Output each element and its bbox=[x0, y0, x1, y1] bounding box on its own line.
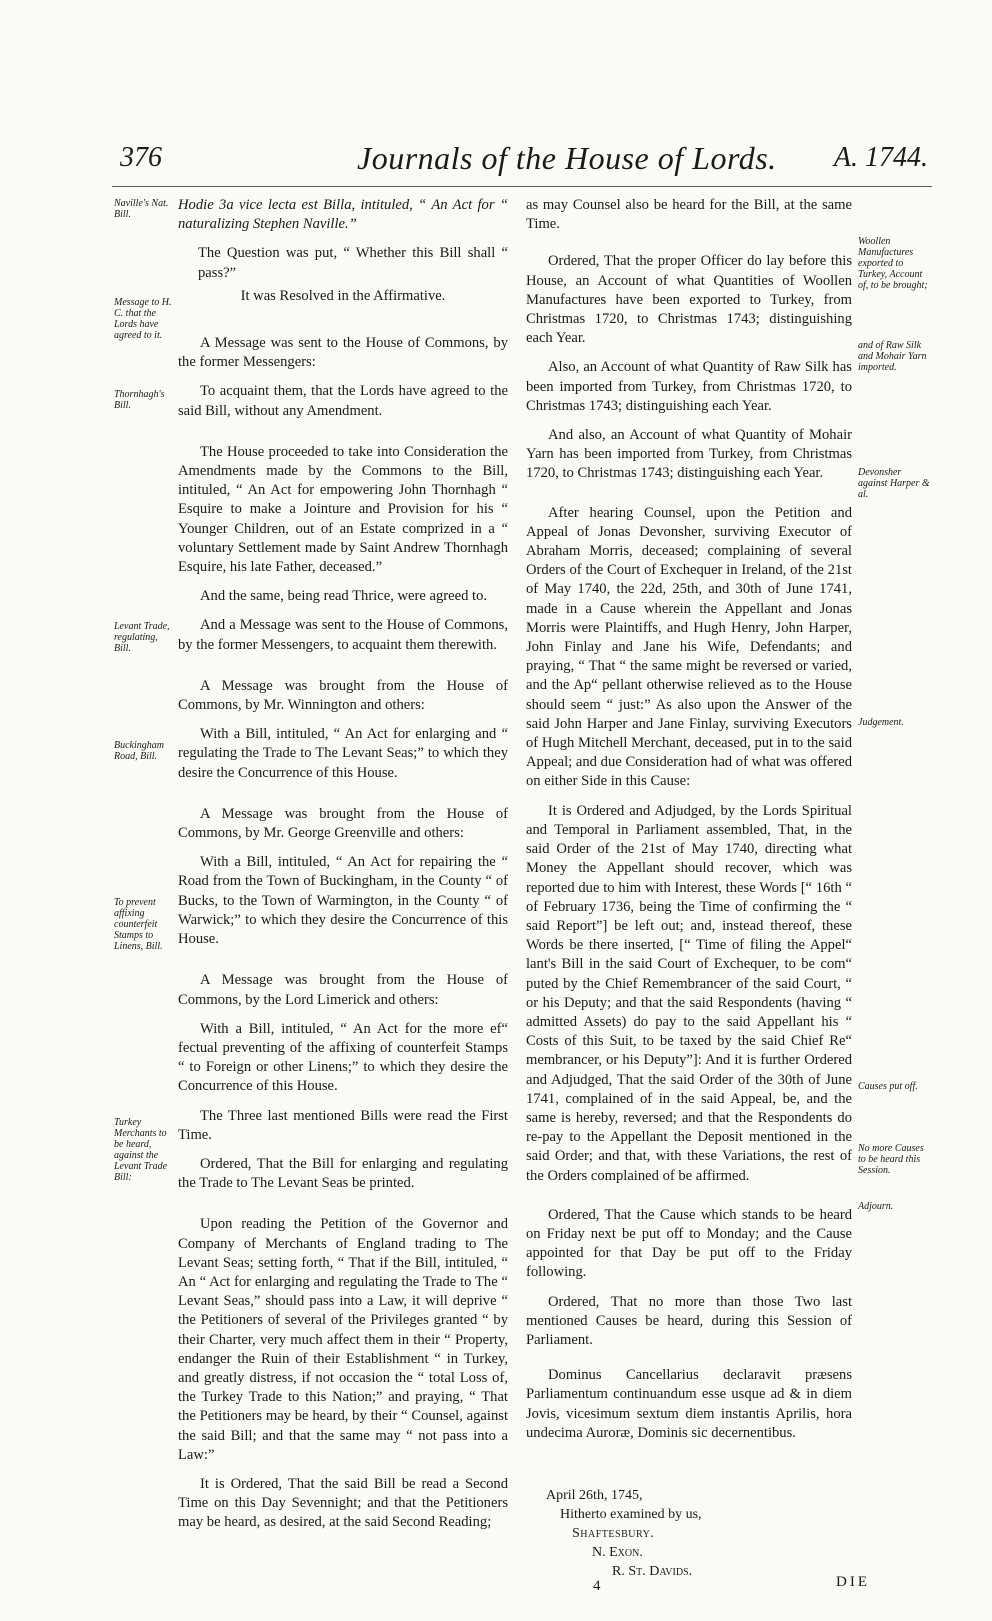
margin-note-right: No more Causes to be heard this Session. bbox=[858, 1143, 924, 1176]
paragraph: Hodie 3a vice lecta est Billa, intituled, “ An Act for “ naturalizing Stephen Naville.” bbox=[178, 197, 508, 233]
paragraph: Dominus Cancellarius declaravit præsens Parliamentum continuandum esse usque ad & in diem Jovis, vicesimum sextum diem instantis Aprilis, hora undecima Auroræ, Dominis sic decernentibus. bbox=[526, 1367, 852, 1441]
margin-note-right: Woollen Manufactures exported to Turkey, Account of, to be brought; bbox=[858, 236, 928, 291]
paragraph: With a Bill, intituled, “ An Act for repairing the “ Road from the Town of Buckingham, in the County “ of Bucks, to the Town of Warmington, in the County “ of Warwick;” to which they desire the Concurrence of this House. bbox=[178, 854, 508, 948]
paragraph: The House proceeded to take into Consideration the Amendments made by the Commons to the Bill, intituled, “ An Act for empowering John Thornhagh “ Esquire to make a Jointure and Provision for his “ Younger Children, out of an Estate comprized in a “ voluntary Settlement made by Saint Andrew Thornhagh Esquire, his late Father, deceased.” bbox=[178, 443, 508, 576]
paragraph: And the same, being read Thrice, were agreed to. bbox=[200, 588, 488, 605]
paragraph: as may Counsel also be heard for the Bill, at the same Time. bbox=[526, 197, 852, 233]
signature-mark: 4 bbox=[593, 1578, 601, 1594]
catchword: DIE bbox=[836, 1574, 870, 1590]
header-rule bbox=[112, 186, 932, 187]
signoff-block bbox=[546, 1486, 702, 1581]
paragraph: A Message was sent to the House of Commons, by the former Messengers: bbox=[178, 335, 508, 371]
margin-note-left: Message to H. C. that the Lords have agreed to it. bbox=[114, 297, 172, 341]
paragraph: With a Bill, intituled, “ An Act for the more ef“ fectual preventing of the affixing of counterfeit Stamps “ to Foreign or other Linens;” to which they desire the Concurrence of this House. bbox=[178, 1020, 508, 1095]
margin-note-left: Naville's Nat. Bill. bbox=[114, 198, 169, 220]
margin-note-right: Causes put off. bbox=[858, 1081, 918, 1092]
page-title: Journals of the House of Lords. bbox=[357, 140, 777, 176]
paragraph: A Message was brought from the House of Commons, by Mr. Winnington and others: bbox=[178, 677, 508, 714]
page-header bbox=[112, 136, 932, 186]
paragraph: Also, an Account of what Quantity of Raw Silk has been imported from Turkey, from Christmas 1720, to Christmas 1743; distinguishing each Year. bbox=[526, 359, 852, 414]
paragraph: A Message was brought from the House of Commons, by the Lord Limerick and others: bbox=[178, 972, 508, 1008]
paragraph: The Question was put, “ Whether this Bill shall “ pass?” bbox=[198, 245, 508, 281]
paragraph: It was Resolved in the Affirmative. bbox=[240, 287, 446, 304]
paragraph: And also, an Account of what Quantity of Mohair Yarn has been imported from Turkey, from Christmas 1720, to Christmas 1743; distinguishing each Year. bbox=[526, 427, 852, 482]
signoff-date: April 26th, 1745, bbox=[546, 1488, 643, 1503]
paragraph: Ordered, That the Bill for enlarging and regulating the Trade to The Levant Seas be printed. bbox=[178, 1155, 508, 1192]
page-number: 376 bbox=[120, 142, 162, 173]
signature: R. St. Davids. bbox=[612, 1564, 693, 1579]
signature: Shaftesbury. bbox=[572, 1526, 655, 1541]
margin-note-right: Devonsher against Harper & al. bbox=[858, 467, 930, 500]
margin-note-right: Adjourn. bbox=[858, 1201, 894, 1212]
paragraph: To acquaint them, that the Lords have agreed to the said Bill, without any Amendment. bbox=[178, 383, 508, 419]
margin-note-right: Judgement. bbox=[858, 717, 904, 728]
paragraph: Ordered, That the Cause which stands to be heard on Friday next be put off to Monday; and the Cause appointed for that Day be put off to the Friday following. bbox=[526, 1206, 852, 1281]
paragraph: Ordered, That the proper Officer do lay before this House, an Account of what Quantities of Woollen Manufactures have been exported to Turkey, from Christmas 1720, to Christmas 1743; distinguishing each Year. bbox=[526, 253, 852, 347]
page-year: A. 1744. bbox=[833, 142, 928, 173]
paragraph: And a Message was sent to the House of Commons, by the former Messengers, to acquaint them therewith. bbox=[178, 617, 508, 653]
paragraph: After hearing Counsel, upon the Petition and Appeal of Jonas Devonsher, surviving Executor of Abraham Morris, deceased; complaining of several Orders of the Court of Exchequer in Ireland, of the 21st of May 1740, the 22d, 25th, and 30th of June 1741, made in a Cause wherein the Appellant and Jonas Morris were Plaintiffs, and Hugh Henry, John Harper, John Finlay and Jane his Wife, Defendants; and praying, “ That “ the same might be reversed or varied, and the Ap“ pellant otherwise relieved as to the House should seem “ just:” As also upon the Answer of the said John Harper and Jane Finlay, surviving Executors of Hugh Mitchell Merchant, deceased, put in to the said Appeal; and due Consideration had of what was offered on either Side in this Cause: bbox=[526, 504, 852, 790]
paragraph: It is Ordered, That the said Bill be read a Second Time on this Day Sevennight; and that the Petitioners may be heard, as desired, at the said Second Reading; bbox=[178, 1475, 508, 1531]
paragraph: It is Ordered and Adjudged, by the Lords Spiritual and Temporal in Parliament assembled, That, in the said Order of the 21st of May 1740, directing what Money the Appellant should recover, which was reported due to him with Interest, these Words [“ 16th “ of February 1736, being the Time of confirming the “ said Report”] be left out; and, instead thereof, these Words be there inserted, [“ Time of filing the Appel“ lant's Bill in the said Court of Exchequer, to be com“ puted by the Chief Remembrancer of the said Court, “ or his Deputy; and that the said Respondents (having “ admitted Assets) do pay to the said Appellant his “ Costs of this Suit, to be taxed by the said Chief Re“ membrancer, or his Deputy”]: And it is further Ordered and Adjudged, That the said Order of the 30th of June 1741, complained of in the said Appeal, be, and the same is hereby, reversed; and that the Respondents do re-pay to the Appellant the Deposit mentioned in the said Order; and that, with these Variations, the rest of the Orders complained of be affirmed. bbox=[526, 802, 852, 1184]
margin-note-left: To prevent affixing counterfeit Stamps to Linens, Bill. bbox=[114, 897, 163, 952]
left-column bbox=[178, 196, 508, 1543]
margin-note-left: Levant Trade, regulating, Bill. bbox=[114, 621, 170, 654]
paragraph: A Message was brought from the House of Commons, by Mr. George Greenville and others: bbox=[178, 805, 508, 842]
signoff-line: Hitherto examined by us, bbox=[560, 1507, 702, 1522]
margin-note-left: Thornhagh's Bill. bbox=[114, 389, 165, 411]
paragraph: Upon reading the Petition of the Governor and Company of Merchants of England trading to The Levant Seas; setting forth, “ That if the Bill, intituled, “ An “ Act for enlarging and regulating the Trade to The “ Levant Seas,” should pass into a Law, it will deprive “ the Petitioners of several of the Privileges granted “ by their Charter, very much affect them in their “ Property, endanger the Ruin of their Establishment “ in Turkey, and greatly distress, if not occasion the “ total Loss of, the Turkey Trade to this Nation;” and praying, “ That the Petitioners may be heard, by their “ Counsel, against the said Bill; and that the same may “ not pass into a Law:” bbox=[178, 1216, 508, 1463]
margin-note-left: Buckingham Road, Bill. bbox=[114, 740, 164, 762]
margin-note-left: Turkey Merchants to be heard, against the Levant Trade Bill: bbox=[114, 1117, 168, 1183]
paragraph: The Three last mentioned Bills were read the First Time. bbox=[178, 1107, 508, 1143]
paragraph: Ordered, That no more than those Two last mentioned Causes be heard, during this Session of Parliament. bbox=[526, 1293, 852, 1348]
paragraph: With a Bill, intituled, “ An Act for enlarging and “ regulating the Trade to The Levant Seas;” to which they desire the Concurrence of this House. bbox=[178, 726, 508, 781]
right-column bbox=[526, 196, 852, 1453]
margin-note-right: and of Raw Silk and Mohair Yarn imported. bbox=[858, 340, 927, 373]
signature: N. Exon. bbox=[592, 1545, 643, 1560]
